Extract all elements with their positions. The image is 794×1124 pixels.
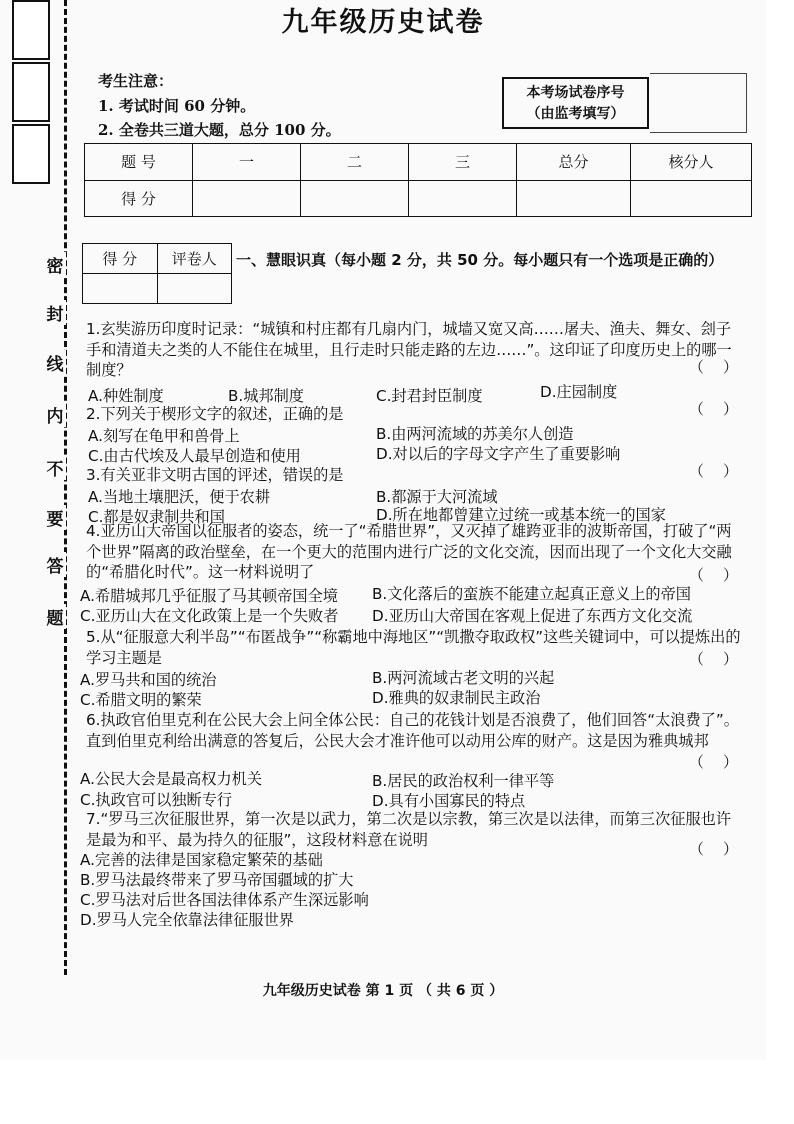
option-d: D.所在地都曾建立过统一或基本统一的国家: [376, 506, 666, 524]
grader-score-cell[interactable]: [83, 274, 158, 304]
notice-title: 考生注意：: [98, 72, 174, 90]
seal-char: 答: [44, 552, 66, 577]
seal-char: 封: [44, 300, 66, 325]
question-stem: 7.“罗马三次征服世界，第一次是以武力，第二次是以宗教，第三次是以法律，而第三次征服也许是最为和平、最为持久的征服”，这段材料意在说明: [86, 810, 732, 849]
notice-item: 2. 全卷共三道大题，总分 100 分。: [98, 121, 341, 139]
option-c: C.罗马法对后世各国法律体系产生深远影响: [80, 891, 369, 909]
answer-paren[interactable]: （ ）: [688, 400, 738, 418]
seal-char: 密: [44, 252, 66, 277]
question-7: [86, 809, 741, 850]
answer-paren[interactable]: （ ）: [688, 358, 738, 376]
option-a: A.种姓制度: [88, 387, 164, 405]
question-4: [86, 521, 741, 583]
question-6: [86, 710, 741, 751]
score-header-cell: 一: [193, 144, 301, 181]
question-stem: 6.执政官伯里克利在公民大会上问全体公民：自己的花钱计划是否浪费了，他们回答“太浪费了”。直到伯里克利给出满意的答复后，公民大会才准许他可以动用公库的财产。这是因为雅典城邦: [86, 711, 739, 750]
score-cell[interactable]: [301, 180, 409, 217]
option-b: B.两河流域古老文明的兴起: [372, 669, 555, 687]
page-title: 九年级历史试卷: [281, 7, 485, 38]
score-cell[interactable]: [517, 180, 631, 217]
option-a: A.罗马共和国的统治: [80, 671, 217, 689]
question-stem: 5.从“征服意大利半岛”“布匿战争”“称霸地中海地区”“凯撒夺取政权”这些关键词中，可以提炼出的学习主题是: [86, 628, 741, 667]
binding-box-middle: [12, 62, 50, 122]
grader-name-cell[interactable]: [157, 274, 232, 304]
option-b: B.罗马法最终带来了罗马帝国疆域的扩大: [80, 871, 354, 889]
option-b: B.都源于大河流域: [376, 488, 498, 506]
question-3: [86, 465, 741, 486]
section-heading: 一、慧眼识真（每小题 2 分，共 50 分。每小题只有一个选项是正确的）: [236, 251, 724, 269]
question-1: [86, 319, 741, 381]
seal-dashed-line: [64, 0, 67, 975]
serial-label-box: [502, 77, 649, 129]
question-stem: 4.亚历山大帝国以征服者的姿态，统一了“希腊世界”，又灭掉了雄跨亚非的波斯帝国，打破了“两个世界”隔离的政治壁垒，在一个更大的范围内进行广泛的文化交流，因而出现了一个文化大交融的“希腊化时代”。这一材料说明了: [86, 522, 732, 581]
question-2: [86, 404, 741, 425]
score-header-cell: 核分人: [631, 144, 752, 181]
option-c: C.亚历山大在文化政策上是一个失败者: [80, 607, 339, 625]
option-a: A.公民大会是最高权力机关: [80, 770, 263, 788]
serial-sublabel: （由监考填写）: [526, 106, 625, 122]
score-row-label: 得 分: [85, 180, 193, 217]
option-d: D.罗马人完全依靠法律征服世界: [80, 911, 294, 929]
seal-char: 内: [44, 402, 66, 427]
question-stem: 3.有关亚非文明古国的评述，错误的是: [86, 466, 344, 484]
option-a: A.刻写在龟甲和兽骨上: [88, 427, 240, 445]
seal-char: 题: [44, 604, 66, 629]
serial-number-box: [650, 73, 747, 133]
option-b: B.由两河流域的苏美尔人创造: [376, 425, 574, 443]
score-header-cell: 三: [409, 144, 517, 181]
grader-header: 评卷人: [157, 244, 232, 274]
page-footer: 九年级历史试卷 第 1 页 （ 共 6 页 ）: [262, 983, 504, 999]
score-cell[interactable]: [631, 180, 752, 217]
option-c: C.由古代埃及人最早创造和使用: [88, 447, 301, 465]
score-cell[interactable]: [193, 180, 301, 217]
notice-item: 1. 考试时间 60 分钟。: [98, 97, 256, 115]
answer-paren[interactable]: （ ）: [688, 753, 738, 771]
seal-char: 线: [44, 350, 66, 375]
answer-paren[interactable]: （ ）: [688, 840, 738, 858]
score-header-cell: 总分: [517, 144, 631, 181]
score-table: [84, 143, 752, 217]
answer-paren[interactable]: （ ）: [688, 462, 738, 480]
option-a: A.完善的法律是国家稳定繁荣的基础: [80, 851, 323, 869]
option-c: C.封君封臣制度: [376, 387, 483, 405]
option-c: C.希腊文明的繁荣: [80, 691, 202, 709]
option-d: D.具有小国寡民的特点: [372, 792, 526, 810]
option-b: B.文化落后的蛮族不能建立起真正意义上的帝国: [372, 585, 691, 603]
seal-char: 要: [44, 505, 66, 530]
option-d: D.对以后的字母文字产生了重要影响: [376, 445, 621, 463]
answer-paren[interactable]: （ ）: [688, 650, 738, 668]
score-table-header-row: [85, 144, 752, 181]
question-stem: 2.下列关于楔形文字的叙述，正确的是: [86, 405, 344, 423]
option-c: C.都是奴隶制共和国: [88, 508, 225, 526]
seal-char: 不: [44, 455, 66, 480]
question-5: [86, 627, 741, 668]
score-header-cell: 二: [301, 144, 409, 181]
option-b: B.居民的政治权利一律平等: [372, 772, 555, 790]
serial-label: 本考场试卷序号: [526, 85, 625, 101]
option-d: D.雅典的奴隶制民主政治: [372, 689, 541, 707]
grader-header: 得 分: [83, 244, 158, 274]
score-cell[interactable]: [409, 180, 517, 217]
option-d: D.亚历山大帝国在客观上促进了东西方文化交流: [372, 607, 693, 625]
option-d: D.庄园制度: [540, 383, 618, 401]
binding-box-bottom: [12, 124, 50, 184]
option-b: B.城邦制度: [228, 387, 304, 405]
option-c: C.执政官可以独断专行: [80, 791, 233, 809]
option-a: A.希腊城邦几乎征服了马其顿帝国全境: [80, 587, 338, 605]
question-stem: 1.玄奘游历印度时记录：“城镇和村庄都有几扇内门，城墙又宽又高……屠夫、渔夫、舞女、刽子手和清道夫之类的人不能住在城里，且行走时只能走路的左边……”。这印证了印度历史上的哪一制度？: [86, 320, 732, 379]
grader-table: [82, 243, 232, 304]
option-a: A.当地土壤肥沃，便于农耕: [88, 488, 271, 506]
score-header-cell: 题 号: [85, 144, 193, 181]
score-table-row: [85, 180, 752, 217]
answer-paren[interactable]: （ ）: [688, 566, 738, 584]
